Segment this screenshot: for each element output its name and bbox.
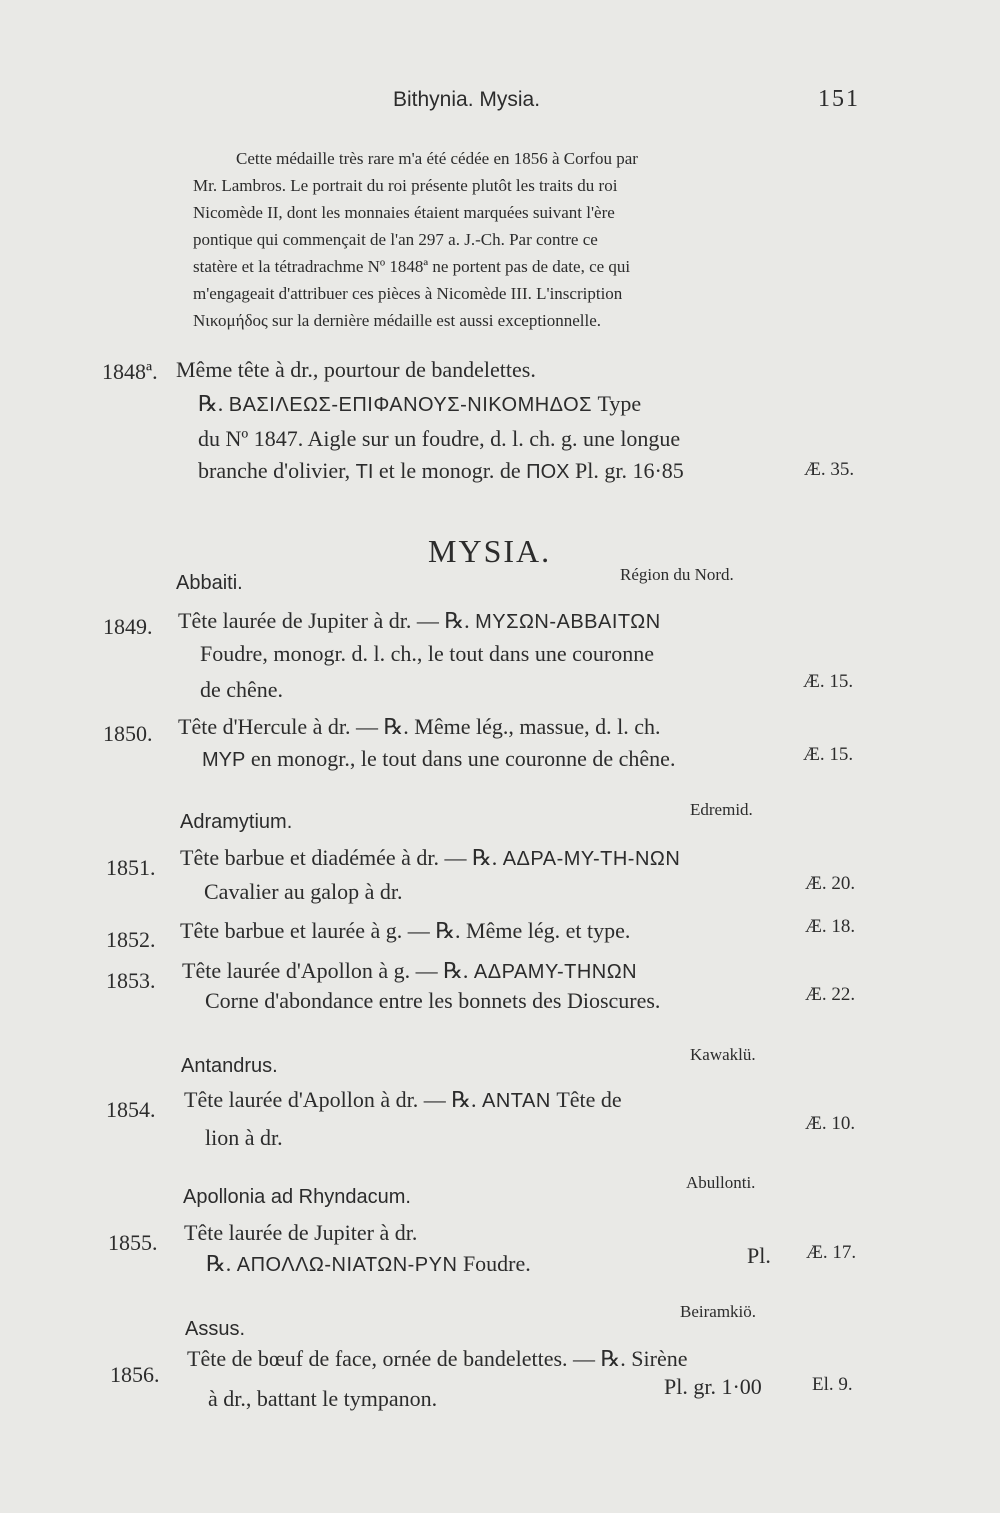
monogram-label: TI	[355, 461, 374, 483]
entry-text: et le monogr. de	[378, 458, 521, 483]
metal-size: Æ. 15.	[803, 744, 854, 765]
entry-text: Tête barbue et diadémée à dr. —	[180, 845, 467, 870]
modern-name: Kawaklü.	[690, 1045, 756, 1064]
entry-text-line	[180, 918, 630, 944]
coin-legend: ΑΝΤΑΝ	[482, 1090, 551, 1112]
note-line: m'engageait d'attribuer ces pièces à Nicomède III. L'inscription	[193, 284, 623, 303]
coin-legend: ΜΥΣΩΝ-ΑΒΒΑΙΤΩΝ	[475, 611, 661, 633]
page-number: 151	[818, 86, 860, 112]
entry-text: Type	[597, 391, 642, 416]
reverse-mark: ℞.	[443, 958, 469, 983]
metal-size: Æ. 20.	[805, 873, 856, 894]
reverse-mark: ℞.	[471, 845, 498, 870]
reverse-mark: ℞.	[206, 1251, 232, 1276]
entry-text: Tête barbue et laurée à g. —	[180, 918, 430, 943]
city-heading: Abbaiti.	[176, 572, 243, 594]
entry-text: Même tête à dr., pourtour de bandelettes.	[176, 357, 536, 382]
coin-legend: ΑΠΟΛΛΩ-ΝΙΑΤΩΝ-ΡΥΝ	[236, 1254, 458, 1276]
modern-name: Edremid.	[690, 800, 753, 819]
entry-text: Sirène	[631, 1346, 688, 1371]
entry-text-line	[187, 1346, 687, 1372]
modern-name: Abullonti.	[686, 1173, 756, 1192]
metal-size: Æ. 35.	[804, 459, 855, 480]
entry-reverse-line	[198, 391, 641, 417]
entry-text-line	[178, 714, 661, 740]
entry-text-line	[202, 746, 675, 772]
modern-name: Région du Nord.	[620, 565, 734, 584]
entry-text: Tête laurée de Jupiter à dr.	[184, 1220, 418, 1245]
metal-size: Æ. 18.	[805, 916, 856, 937]
metal-size: Æ. 17.	[806, 1242, 857, 1263]
coin-legend: ΑΔΡΑΜΥ-ΤΗΝΩΝ	[473, 961, 638, 983]
entry-number: 1855.	[108, 1230, 158, 1255]
entry-text-line	[198, 458, 684, 484]
entry-text-line	[182, 958, 637, 984]
entry-number: 1850.	[103, 721, 153, 746]
note-line: Νικομήδος sur la dernière médaille est aussi exceptionnelle.	[193, 311, 602, 330]
monogram-label: ΠΟΧ	[526, 461, 570, 483]
entry-text: Foudre.	[462, 1251, 531, 1276]
metal-size: Æ. 22.	[805, 984, 856, 1005]
entry-text: lion à dr.	[205, 1125, 283, 1150]
metal-size: Æ. 10.	[805, 1113, 856, 1134]
entry-text: Même lég. et type.	[466, 918, 631, 943]
entry-text: Même lég., massue, d. l. ch.	[414, 714, 661, 739]
reverse-mark: ℞.	[383, 714, 409, 739]
entry-number: 1856.	[110, 1362, 160, 1387]
entry-text: Tête de bœuf de face, ornée de bandelettes. —	[187, 1346, 596, 1371]
city-heading: Adramytium.	[180, 811, 293, 833]
entry-number: 1854.	[106, 1097, 156, 1122]
plate-reference: Pl.	[747, 1243, 771, 1268]
entry-number: 1848ª.	[102, 359, 158, 384]
entry-text: à dr., battant le tympanon.	[208, 1386, 438, 1411]
note-line: pontique qui commençait de l'an 297 a. J.-Ch. Par contre ce	[193, 230, 598, 249]
reverse-mark: ℞.	[444, 608, 470, 633]
entry-text-line	[184, 1087, 622, 1113]
entry-text: branche d'olivier,	[198, 458, 351, 483]
entry-text: de chêne.	[200, 677, 284, 702]
entry-text: Foudre, monogr. d. l. ch., le tout dans une couronne	[200, 641, 654, 666]
reverse-mark: ℞.	[600, 1346, 626, 1371]
entry-text: Tête d'Hercule à dr. —	[178, 714, 379, 739]
monogram-label: MYP	[202, 749, 246, 771]
reverse-mark: ℞.	[198, 391, 224, 416]
entry-text: Corne d'abondance entre les bonnets des Dioscures.	[205, 988, 661, 1013]
weight: Pl. gr. 16·85	[575, 458, 684, 483]
city-heading: Assus.	[185, 1318, 246, 1340]
note-line: Nicomède II, dont les monnaies étaient marquées suivant l'ère	[193, 203, 615, 222]
entry-text: Tête laurée d'Apollon à dr. —	[184, 1087, 446, 1112]
entry-number: 1851.	[106, 855, 156, 880]
metal-size: El. 9.	[812, 1374, 853, 1395]
entry-text: Tête laurée de Jupiter à dr. —	[178, 608, 439, 633]
entry-text: Tête laurée d'Apollon à g. —	[182, 958, 438, 983]
metal-size: Æ. 15.	[803, 671, 854, 692]
note-line: Cette médaille très rare m'a été cédée en 1856 à Corfou par	[236, 149, 638, 168]
entry-text: Cavalier au galop à dr.	[204, 879, 403, 904]
note-line: Mr. Lambros. Le portrait du roi présente plutôt les traits du roi	[193, 176, 618, 195]
reverse-mark: ℞.	[451, 1087, 477, 1112]
section-title: MYSIA.	[428, 533, 552, 569]
reverse-mark: ℞.	[435, 918, 461, 943]
city-heading: Antandrus.	[181, 1055, 278, 1077]
coin-legend: ΒΑΣΙΛΕΩΣ-ΕΠΙΦΑΝΟΥΣ-ΝΙΚΟΜΗΔΟΣ	[228, 394, 593, 416]
entry-number: 1853.	[106, 968, 156, 993]
weight: Pl. gr. 1·00	[664, 1374, 762, 1399]
entry-text-line	[206, 1251, 531, 1277]
entry-number: 1852.	[106, 927, 156, 952]
entry-text: du Nº 1847. Aigle sur un foudre, d. l. ch. g. une longue	[198, 426, 681, 451]
modern-name: Beiramkiö.	[680, 1302, 757, 1321]
coin-legend: ΑΔΡΑ-ΜΥ-ΤΗ-ΝΩΝ	[502, 848, 681, 870]
entry-text: en monogr., le tout dans une couronne de chêne.	[250, 746, 676, 771]
entry-number: 1849.	[103, 614, 153, 639]
note-line: statère et la tétradrachme Nº 1848ª ne portent pas de date, ce qui	[193, 257, 631, 276]
running-title: Bithynia. Mysia.	[393, 88, 541, 111]
city-heading: Apollonia ad Rhyndacum.	[183, 1186, 411, 1208]
entry-text-line	[180, 845, 680, 871]
entry-text: Tête de	[556, 1087, 622, 1112]
entry-text-line	[178, 608, 661, 634]
